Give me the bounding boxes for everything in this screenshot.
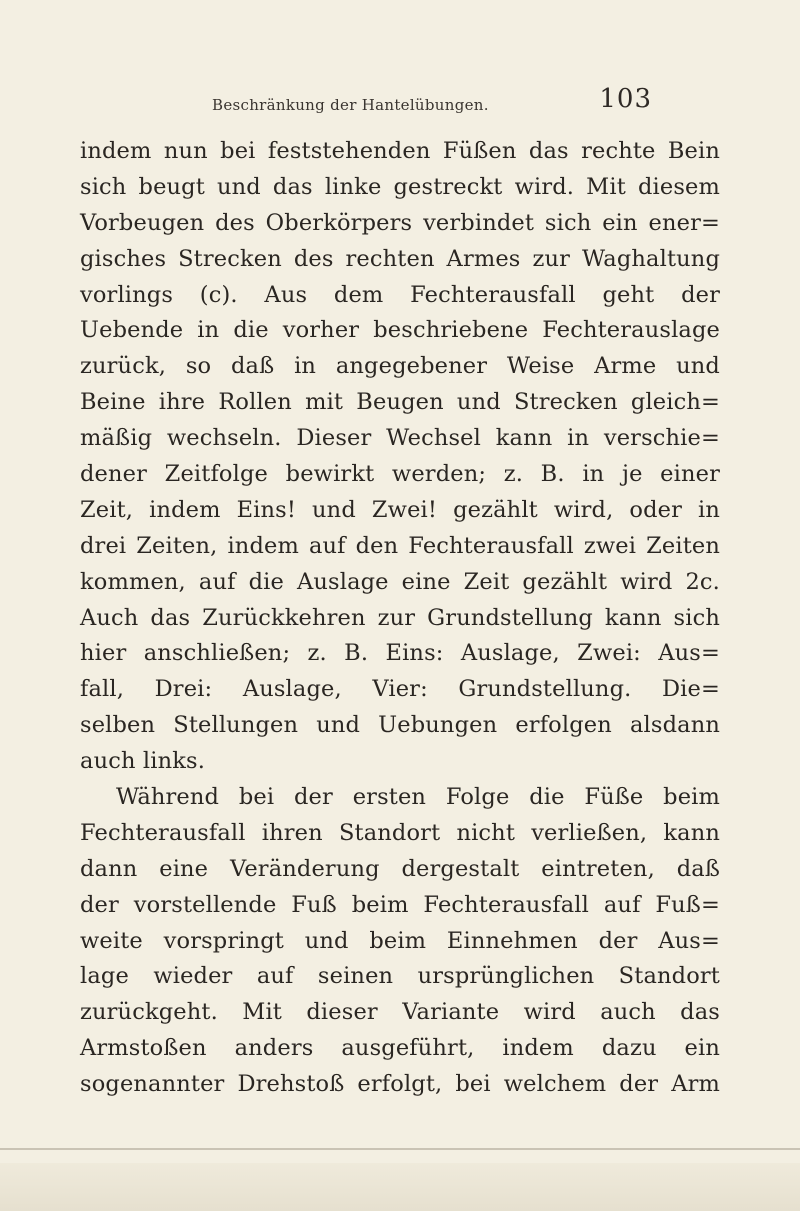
- text-line: mäßig wechseln. Dieser Wechsel kann in verschie=: [80, 425, 720, 452]
- body-text: [80, 134, 720, 1103]
- text-line: zurück, so daß in angegebener Weise Arme und: [80, 353, 720, 380]
- page-bottom-edge: [0, 1163, 800, 1211]
- text-line: sogenannter Drehstoß erfolgt, bei welchem der Arm: [80, 1071, 720, 1098]
- page-bottom-rule: [0, 1148, 800, 1150]
- text-line: Beine ihre Rollen mit Beugen und Strecken gleich=: [80, 389, 720, 416]
- text-line: gisches Strecken des rechten Armes zur Waghaltung: [80, 245, 720, 272]
- running-head: Beschränkung der Hantelübungen.: [212, 96, 489, 114]
- text-line: zurückgeht. Mit dieser Variante wird auch das: [80, 999, 720, 1026]
- text-line: drei Zeiten, indem auf den Fechterausfall zwei Zeiten: [80, 532, 720, 559]
- page-number: 103: [599, 84, 652, 114]
- text-line: Vorbeugen des Oberkörpers verbindet sich ein ener=: [80, 209, 720, 236]
- text-line: dann eine Veränderung dergestalt eintreten, daß: [80, 855, 720, 882]
- text-line: indem nun bei feststehenden Füßen das rechte Bein: [80, 138, 720, 164]
- text-line: Uebende in die vorher beschriebene Fechterauslage: [80, 317, 720, 344]
- text-line: sich beugt und das linke gestreckt wird. Mit diesem: [80, 173, 720, 200]
- text-line: Auch das Zurückkehren zur Grundstellung kann sich: [80, 604, 720, 631]
- text-line: vorlings (c). Aus dem Fechterausfall geht der: [80, 281, 720, 308]
- page-header: [212, 84, 652, 124]
- text-line: weite vorspringt und beim Einnehmen der Aus=: [80, 927, 720, 954]
- text-line: der vorstellende Fuß beim Fechterausfall auf Fuß=: [80, 891, 720, 918]
- text-line: selben Stellungen und Uebungen erfolgen alsdann: [80, 712, 720, 739]
- text-line: hier anschließen; z. B. Eins: Auslage, Zwei: Aus=: [80, 640, 720, 667]
- text-line: lage wieder auf seinen ursprünglichen Standort: [80, 963, 720, 990]
- text-line: dener Zeitfolge bewirkt werden; z. B. in je einer: [80, 461, 720, 488]
- paragraph-start-line: Während bei der ersten Folge die Füße beim: [116, 784, 720, 811]
- paragraph-end-line: auch links.: [80, 748, 206, 775]
- text-line: Fechterausfall ihren Standort nicht verließen, kann: [80, 819, 720, 846]
- text-line: kommen, auf die Auslage eine Zeit gezählt wird 2c.: [80, 568, 720, 595]
- text-line: Zeit, indem Eins! und Zwei! gezählt wird, oder in: [80, 496, 720, 523]
- text-line: fall, Drei: Auslage, Vier: Grundstellung. Die=: [80, 676, 720, 703]
- text-line: Armstoßen anders ausgeführt, indem dazu ein: [80, 1035, 720, 1062]
